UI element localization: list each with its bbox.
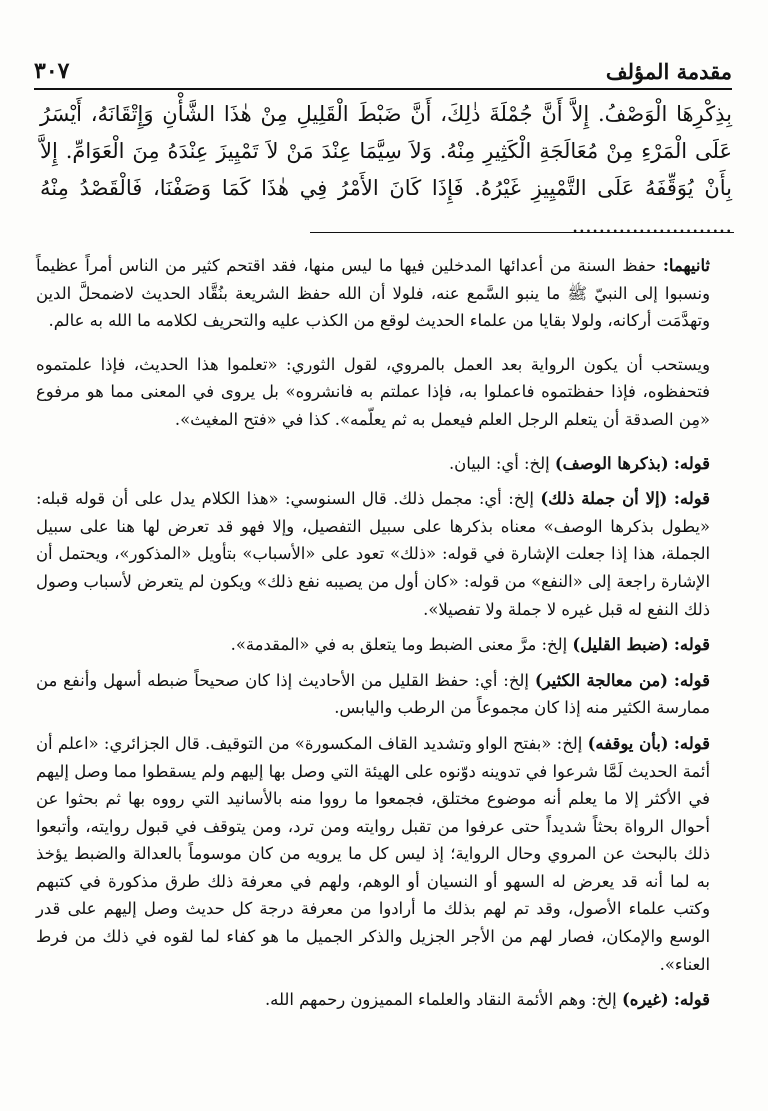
note-text: إلخ: أي: مجمل ذلك. قال السنوسي: «هذا الكلام يدل على أن قوله قبله: «يطول بذكرها الوصف» معناه بذكرها على سبيل التفصيل، وإلا فهو قد تعرض لها هنا على سبيل الجملة، هذا إذا جعلت الإشارة في قوله: «ذلك» تعود على «الأسباب» بتأويل «المذكور»، ويحتمل أن الإشارة راجعة إلى «النفع» من قوله: «كان أول من يصيبه نفع ذلك» ويكون لم يتعرض لأسباب وصول ذلك النفع له قبل غيره لا جملة ولا تفصيلا». [36, 489, 710, 619]
note-keyword: قوله: [673, 733, 710, 753]
commentary-paragraph [36, 351, 732, 434]
chapter-title: مقدمة المؤلف [605, 59, 732, 84]
commentary [36, 252, 732, 1022]
commentary-note [36, 631, 732, 659]
note-lemma: (بذكرها الوصف) [554, 453, 669, 473]
note-text: إلخ: أي: البيان. [448, 453, 550, 473]
note-keyword: قوله: [673, 453, 710, 473]
main-text-body: بِذِكْرِهَا الْوَصْفُ. إِلاَّ أَنَّ جُمْلَةَ ذٰلِكَ، أَنَّ ضَبْطَ الْقَلِيلِ مِنْ هٰذَا الشَّأْنِ وَإِتْقَانَهُ، أَيْسَرُ عَلَى الْمَرْءِ مِنْ مُعَالَجَةِ الْكَثِيرِ مِنْهُ. وَلاَ سِيَّمَا عِنْدَ مَنْ لاَ تَمْيِيزَ عِنْدَهُ مِنَ الْعَوَامِّ. إِلاَّ بِأَنْ يُوَقِّفَهُ عَلَى التَّمْيِيزِ غَيْرُهُ. فَإِذَا كَانَ الأَمْرُ فِي هٰذَا كَمَا وَصَفْنَا، فَالْقَصْدُ مِنْهُ ........................ [40, 102, 732, 237]
note-lemma: (من معالجة الكثير) [534, 670, 668, 690]
paragraph-text: حفظ السنة من أعدائها المدخلين فيها ما ليس منها، فقد اقتحم كثير من الناس أمراً عظيماً ونسبوا إلى النبيّ ﷺ ما ينبو السَّمع عنه، فلولا أن الله حفظ الشريعة بنُقَّاد الحديث لاضمحلَّ الدين وتهدَّمَت أركانه، ولولا بقايا من علماء الحديث لوقع من الكذب عليه والتحريف لكلامه ما الله به عالم. [36, 256, 710, 331]
main-text [40, 96, 732, 244]
note-lemma: (غيره) [621, 990, 669, 1010]
note-lemma: (بأن يوقفه) [587, 733, 669, 753]
commentary-note [36, 450, 732, 478]
note-lemma: (إلا أن جملة ذلك) [540, 489, 668, 509]
running-header [34, 44, 732, 90]
note-text: إلخ: وهم الأئمة النقاد والعلماء المميزون رحمهم الله. [264, 990, 617, 1010]
paragraph-text: ويستحب أن يكون الرواية بعد العمل بالمروي، لقول الثوري: «تعلموا هذا الحديث، فإذا علمتموه فتحفظوه، فإذا حفظتموه فاعملوا به، فإذا عملتم به فانشروه» بل يروى في المعنى مما هو مرفوع «مِن الصدقة أن يتعلم الرجل العلم فيعمل به ثم يعلّمه». كذا في «فتح المغيث». [36, 354, 710, 429]
note-text: إلخ: «بفتح الواو وتشديد القاف المكسورة» من التوقيف. قال الجزائري: «اعلم أن أئمة الحديث لَمَّا شرعوا في تدوينه دوّنوه على الهيئة التي وصل بها إليهم ولم يسقطوا مما وصل إليهم في الأكثر إلا ما يعلم أنه موضوع مختلق، فجمعوا ما رووا منه بالأسانيد التي رووه بها ثم بحثوا عن أحوال الرواة بحثاً شديداً حتى عرفوا من تقبل روايته ومن ترد، ومن يتوقف في قبول روايته، وأتبعوا ذلك بالبحث عن المروي وحال الرواية؛ إذ ليس كل ما يرويه من كان موسوماً بالعدالة والضبط يؤخذ به لما أنه قد يعرض له السهو أو النسيان أو الوهم، ولهم في معرفة ذلك طرق مذكورة في كتبهم وكتب علماء الأصول، وقد تم لهم بذلك ما أرادوا من معرفة درجة كل حديث وصل إليهم على قدر الوسع والإمكان، فصار لهم من الأجر الجزيل والذكر الجميل ما هو كفاء لما لقوه في ذلك من فرط العناء». [36, 733, 710, 974]
note-text: إلخ: أي: حفظ القليل من الأحاديث إذا كان صحيحاً ضبطه أسهل وأنفع من ممارسة الكثير منه إذا كان مجموعاً من الرطب واليابس. [36, 670, 710, 718]
commentary-note [36, 986, 732, 1014]
commentary-note [36, 730, 732, 978]
commentary-paragraph [36, 252, 732, 335]
note-keyword: قوله: [673, 489, 710, 509]
note-keyword: قوله: [673, 670, 710, 690]
page-number: ٣٠٧ [34, 58, 70, 84]
paragraph-label: ثانيهما: [662, 256, 710, 275]
commentary-note [36, 667, 732, 722]
note-lemma: (ضبط القليل) [572, 635, 669, 655]
commentary-note [36, 485, 732, 623]
note-keyword: قوله: [673, 990, 710, 1010]
note-text: إلخ: مرَّ معنى الضبط وما يتعلق به في «المقدمة». [230, 635, 568, 655]
note-keyword: قوله: [673, 635, 710, 655]
separator-rule [310, 232, 734, 233]
